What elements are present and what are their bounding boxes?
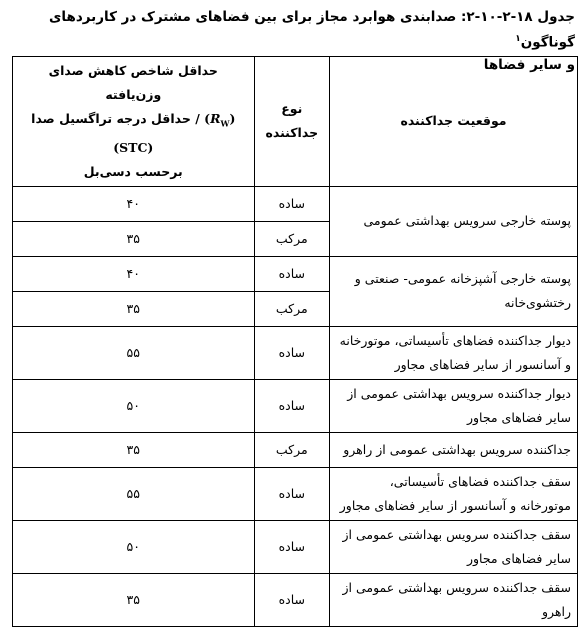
cell-value: ۳۵	[13, 573, 255, 626]
cell-location: سقف جداکننده سرویس بهداشتی عمومی از سایر فضاهای مجاور	[330, 520, 578, 573]
header-type-line-2: جداکننده	[265, 125, 319, 141]
header-type	[254, 57, 329, 187]
cell-type: مرکب	[254, 291, 329, 326]
header-row	[13, 57, 578, 187]
cell-location: پوسته خارجی سرویس بهداشتی عمومی	[330, 186, 578, 256]
table-row	[13, 256, 578, 291]
table-row	[13, 186, 578, 221]
sound-insulation-table	[12, 56, 578, 627]
header-value	[13, 57, 255, 187]
cell-value: ۴۰	[13, 256, 255, 291]
cell-type: ساده	[254, 520, 329, 573]
header-type-line-1: نوع	[281, 101, 303, 117]
header-value-mid: / حداقل درجه تراگسیل صدا	[31, 111, 200, 126]
rw-subscript: W	[220, 118, 230, 129]
cell-type: مرکب	[254, 221, 329, 256]
cell-location: پوسته خارجی آشپزخانه عمومی- صنعتی و رختشوی‌خانه	[330, 256, 578, 326]
cell-location: جداکننده سرویس بهداشتی عمومی از راهرو	[330, 432, 578, 467]
header-value-line-1: حداقل شاخص کاهش صدای وزن‌یافته	[48, 63, 218, 102]
table-row	[13, 432, 578, 467]
rw-letter: R	[210, 111, 221, 126]
cell-type: مرکب	[254, 432, 329, 467]
cell-type: ساده	[254, 326, 329, 379]
cell-type: ساده	[254, 379, 329, 432]
rw-symbol	[204, 111, 236, 129]
cell-value: ۳۵	[13, 221, 255, 256]
cell-value: ۳۵	[13, 291, 255, 326]
table-row	[13, 520, 578, 573]
cell-value: ۴۰	[13, 186, 255, 221]
rw-open-paren: (	[204, 111, 211, 126]
cell-location: دیوار جداکننده فضاهای تأسیساتی، موتورخانه و آسانسور از سایر فضاهای مجاور	[330, 326, 578, 379]
cell-type: ساده	[254, 186, 329, 221]
cell-value: ۵۰	[13, 379, 255, 432]
footnote-marker: ۱	[515, 34, 521, 44]
cell-location: سقف جداکننده فضاهای تأسیساتی، موتورخانه و آسانسور از سایر فضاهای مجاور	[330, 467, 578, 520]
cell-location: سقف جداکننده سرویس بهداشتی عمومی از راهرو	[330, 573, 578, 626]
table-row	[13, 573, 578, 626]
cell-value: ۳۵	[13, 432, 255, 467]
table-body	[13, 186, 578, 626]
cell-location: دیوار جداکننده سرویس بهداشتی عمومی از سایر فضاهای مجاور	[330, 379, 578, 432]
cell-value: ۵۵	[13, 326, 255, 379]
table-row	[13, 467, 578, 520]
header-value-line-2	[19, 107, 248, 136]
cell-value: ۵۰	[13, 520, 255, 573]
cell-type: ساده	[254, 467, 329, 520]
caption-line-2: و سایر فضاها	[483, 56, 575, 73]
table-row	[13, 379, 578, 432]
table-row	[13, 326, 578, 379]
header-value-stc: (STC)	[113, 139, 154, 155]
header-location: موقعیت جداکننده	[330, 57, 578, 187]
caption-line-1	[8, 6, 575, 54]
cell-value: ۵۵	[13, 467, 255, 520]
caption-text: جدول ۱۸-۲-۱۰-۲: صدابندی هوابرد مجاز برای بین فضاهای مشترک در کاربردهای گوناگون	[49, 9, 575, 51]
rw-close-paren: )	[229, 111, 236, 126]
cell-type: ساده	[254, 573, 329, 626]
header-value-unit: برحسب دسی‌بل	[83, 163, 183, 179]
cell-type: ساده	[254, 256, 329, 291]
